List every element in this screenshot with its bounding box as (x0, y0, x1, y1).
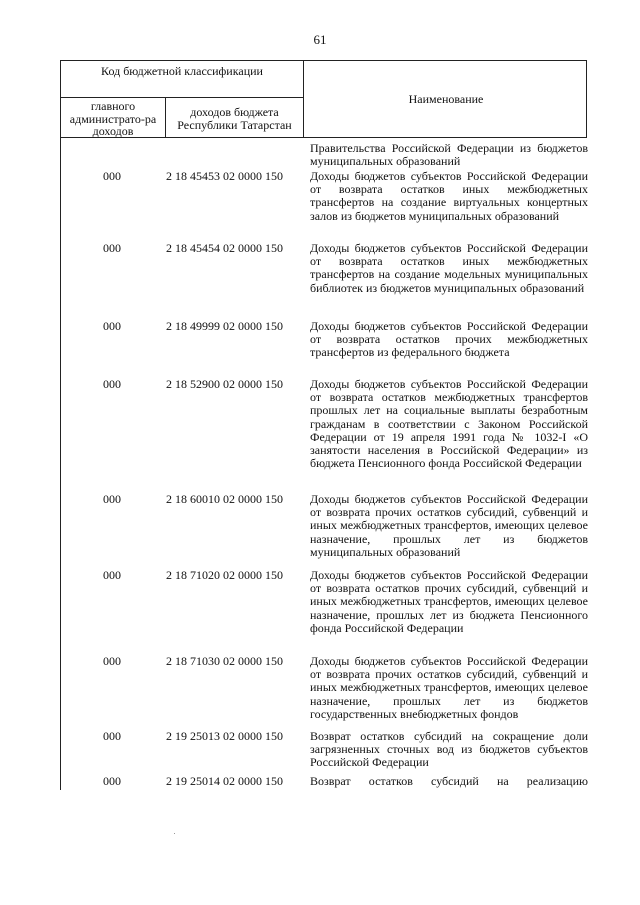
scan-speck (174, 833, 175, 834)
row-description: Доходы бюджетов субъектов Российской Федерации от возврата остатков иных межбюджетных трансфертов на создание модельных муниципальных библиотек из бюджетов муниципальных образований (310, 241, 588, 295)
admin-code: 000 (103, 729, 121, 743)
table-left-border (60, 137, 61, 790)
admin-code: 000 (103, 241, 121, 255)
row-description: Доходы бюджетов субъектов Российской Федерации от возврата прочих остатков субсидий, субвенций и иных межбюджетных трансфертов, имеющих целевое назначение, прошлых лет из бюджетов муниципальных образований (310, 492, 588, 559)
header-code-group: Код бюджетной классификации (101, 64, 263, 78)
admin-code: 000 (103, 169, 121, 183)
continuation-text: Правительства Российской Федерации из бюджетов муниципальных образований (310, 141, 588, 169)
budget-code: 2 19 25013 02 0000 150 (166, 729, 283, 743)
admin-code: 000 (103, 492, 121, 506)
row-description: Доходы бюджетов субъектов Российской Федерации от возврата остатков прочих субсидий, субвенций и иных межбюджетных трансфертов, имеющих целевое назначение, прошлых лет из бюджета Пенсионного фонда Российской Федерации (310, 568, 588, 635)
admin-code: 000 (103, 654, 121, 668)
header-admin-column: главного администрато-ра доходов (69, 99, 157, 138)
budget-code: 2 18 60010 02 0000 150 (166, 492, 283, 506)
table-header (60, 60, 587, 138)
admin-code: 000 (103, 319, 121, 333)
header-name-column: Наименование (408, 92, 484, 106)
row-description: Доходы бюджетов субъектов Российской Федерации от возврата прочих остатков субсидий, субвенций и иных межбюджетных трансфертов, имеющих целевое назначение, прошлых лет из бюджетов государственных внебюджетных фондов (310, 654, 588, 721)
budget-code: 2 18 49999 02 0000 150 (166, 319, 283, 333)
budget-code: 2 18 52900 02 0000 150 (166, 377, 283, 391)
budget-code: 2 19 25014 02 0000 150 (166, 774, 283, 788)
budget-code: 2 18 45454 02 0000 150 (166, 241, 283, 255)
budget-code: 2 18 45453 02 0000 150 (166, 169, 283, 183)
page-number: 61 (313, 32, 327, 47)
row-description: Возврат остатков субсидий на реализацию (310, 774, 588, 788)
row-description: Доходы бюджетов субъектов Российской Федерации от возврата остатков межбюджетных трансфертов прошлых лет на социальные выплаты безработным гражданам в соответствии с Законом Российской Федерации от 19 апреля 1991 года № 1032-I «О занятости населения в Российской Федерации» из бюджета Пенсионного фонда Российской Федерации (310, 377, 588, 471)
header-income-column: доходов бюджета Республики Татарстан (177, 105, 292, 132)
header-divider (61, 97, 303, 98)
admin-code: 000 (103, 774, 121, 788)
admin-code: 000 (103, 377, 121, 391)
budget-code: 2 18 71020 02 0000 150 (166, 568, 283, 582)
row-description: Возврат остатков субсидий на сокращение доли загрязненных сточных вод из бюджетов субъектов Российской Федерации (310, 729, 588, 770)
budget-code: 2 18 71030 02 0000 150 (166, 654, 283, 668)
row-description: Доходы бюджетов субъектов Российской Федерации от возврата остатков иных межбюджетных трансфертов на создание виртуальных концертных залов из бюджетов муниципальных образований (310, 169, 588, 223)
admin-code: 000 (103, 568, 121, 582)
row-description: Доходы бюджетов субъектов Российской Федерации от возврата остатков прочих межбюджетных трансфертов из федерального бюджета (310, 319, 588, 360)
